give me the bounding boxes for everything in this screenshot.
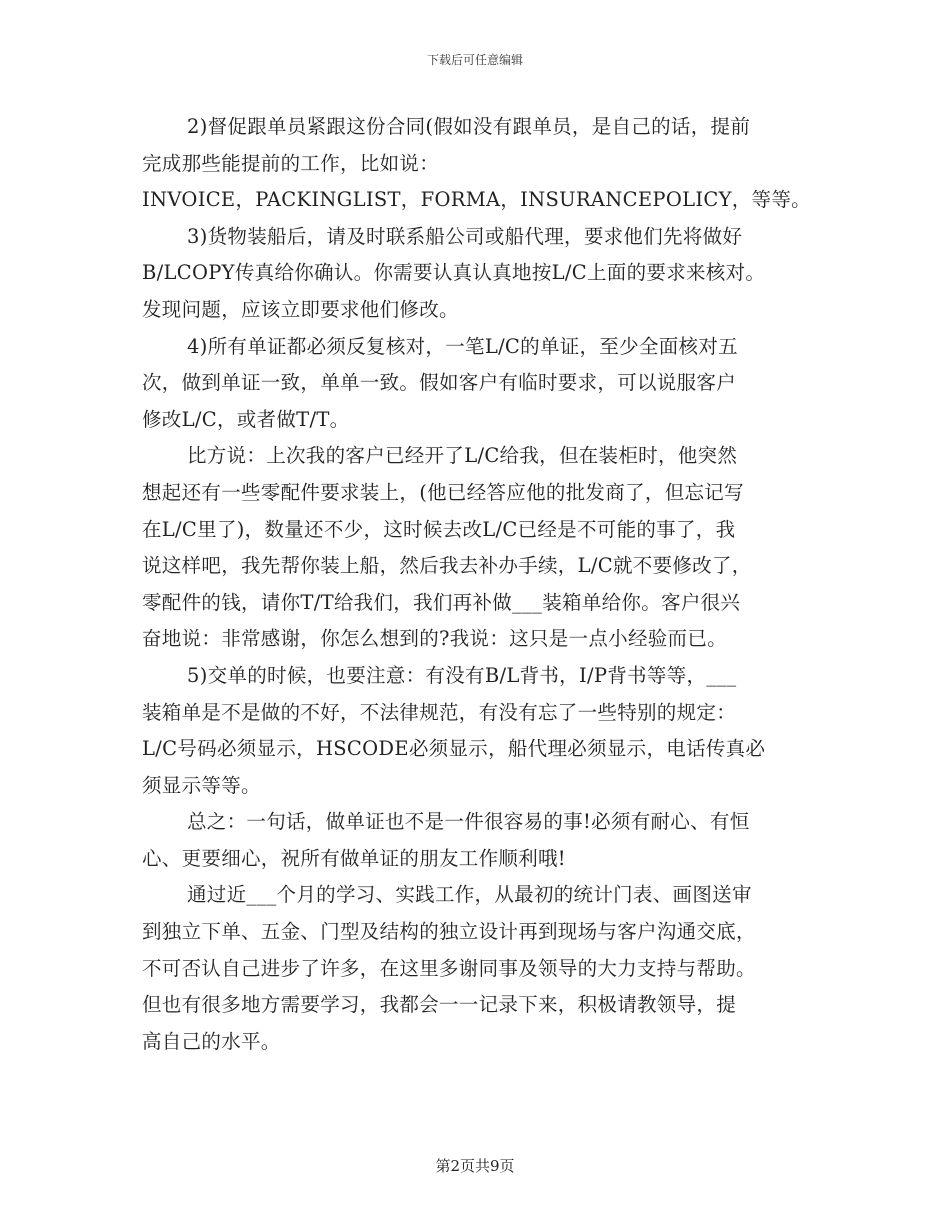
paragraph-line: 次，做到单证一致，单单一致。假如客户有临时要求，可以说服客户 [142,371,737,395]
paragraph-line: 奋地说：非常感谢，你怎么想到的?我说：这只是一点小经验而已。 [142,627,727,651]
page-header: 下载后可任意编辑 [426,53,523,67]
paragraph-line: B/LCOPY传真给你确认。你需要认真认真地按L/C上面的要求来核对。 [142,261,766,285]
paragraph-line: 4)所有单证都必须反复核对，一笔L/C的单证，至少全面核对五 [187,334,738,358]
document-body [142,109,812,1060]
paragraph-line: L/C号码必须显示，HSCODE必须显示，船代理必须显示，电话传真必 [142,737,766,761]
paragraph-line: 须显示等等。 [142,773,261,797]
paragraph-line: 零配件的钱，请你T/T给我们，我们再补做___装箱单给你。客户很兴 [142,590,741,614]
paragraph-line: 想起还有一些零配件要求装上，(他已经答应他的批发商了，但忘记写 [142,480,744,504]
paragraph-line: 修改L/C，或者做T/T。 [142,407,350,431]
paragraph-line: 到独立下单、五金、门型及结构的独立设计再到现场与客户沟通交底， [142,920,756,944]
paragraph-line: 2)督促跟单员紧跟这份合同(假如没有跟单员，是自己的话，提前 [187,115,751,138]
paragraph-line: 但也有很多地方需要学习，我都会一一记录下来，积极请教领导，提 [142,993,737,1017]
paragraph-line: 发现问题，应该立即要求他们修改。 [142,297,459,321]
paragraph-line: 在L/C里了)，数量还不少，这时候去改L/C已经是不可能的事了，我 [142,517,736,541]
paragraph-line: 不可否认自己进步了许多，在这里多谢同事及领导的大力支持与帮助。 [142,956,756,980]
paragraph-line: INVOICE，PACKINGLIST，FORMA，INSURANCEPOLICY，等等。 [142,188,811,212]
paragraph-line: 比方说：上次我的客户已经开了L/C给我，但在装柜时，他突然 [187,444,738,468]
paragraph-line: 通过近___个月的学习、实践工作，从最初的统计门表、画图送审 [187,883,752,907]
paragraph-line: 高自己的水平。 [142,1029,281,1053]
paragraph-line: 完成那些能提前的工作，比如说： [142,151,440,175]
paragraph-line: 总之：一句话，做单证也不是一件很容易的事!必须有耐心、有恒 [187,810,750,834]
paragraph-line: 5)交单的时候，也要注意：有没有B/L背书，I/P背书等等，___ [187,663,737,687]
paragraph-line: 心、更要细心，祝所有做单证的朋友工作顺利哦! [142,846,566,870]
page-number: 第2页共9页 [435,1157,515,1175]
paragraph-line: 3)货物装船后，请及时联系船公司或船代理，要求他们先将做好 [187,224,743,248]
paragraph-line: 装箱单是不是做的不好，不法律规范，有没有忘了一些特别的规定： [142,700,737,724]
paragraph-line: 说这样吧，我先帮你装上船，然后我去补办手续，L/C就不要修改了， [142,554,752,578]
